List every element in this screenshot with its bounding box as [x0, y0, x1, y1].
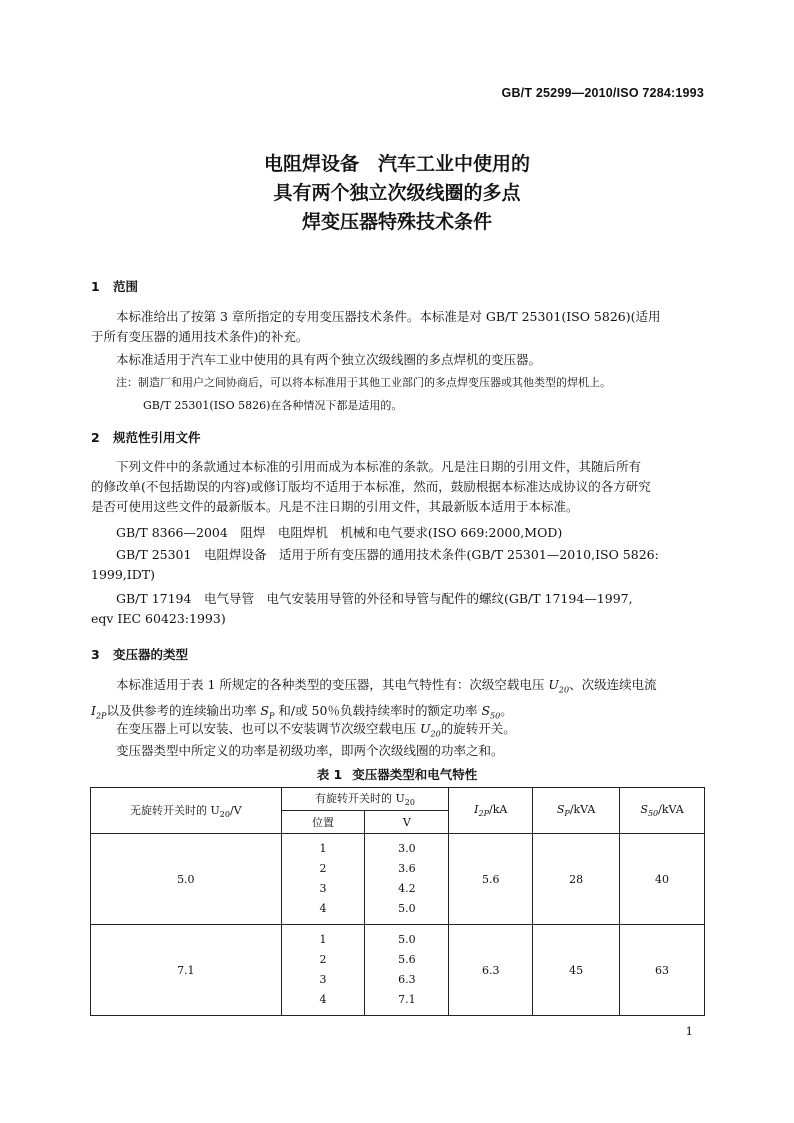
- symbol-subscript: P: [564, 809, 570, 819]
- text-line: 下列文件中的条款通过本标准的引用而成为本标准的条款。凡是注日期的引用文件，其随后所有: [116, 459, 642, 474]
- header-position: 位置: [281, 811, 365, 834]
- cell-i2p: 6.3: [449, 925, 533, 1016]
- cell-sp: 45: [533, 925, 620, 1016]
- text-line: eqv IEC 60423:1993): [91, 611, 226, 626]
- cell-s50: 40: [620, 834, 705, 925]
- position-value: 3: [319, 882, 327, 895]
- volt-value: 5.0: [398, 933, 416, 946]
- text-line: GB/T 25301 电阻焊设备 适用于所有变压器的通用技术条件(GB/T 25301—2010,ISO 5826:: [116, 547, 659, 562]
- position-value: 1: [319, 933, 327, 946]
- symbol-letter: U: [548, 677, 559, 692]
- symbol-s50: [481, 703, 500, 718]
- header-unit: /kVA: [658, 802, 684, 816]
- header-i2p: [449, 788, 533, 834]
- header-unit: /kA: [488, 802, 508, 816]
- symbol-letter: I: [91, 702, 96, 718]
- header-sp: [533, 788, 620, 834]
- header-text: 无旋转开关时的 U: [130, 803, 220, 817]
- text-line: GB/T 8366—2004 阻焊 电阻焊机 机械和电气要求(ISO 669:2000,MOD): [116, 525, 563, 540]
- symbol-i2p: [474, 802, 489, 819]
- header-no-switch-u20: [91, 788, 282, 834]
- symbol-subscript: 20: [558, 685, 570, 695]
- table-caption-title: 变压器类型和电气特性: [352, 767, 478, 782]
- symbol-subscript: P: [269, 711, 275, 720]
- symbol-sp: [260, 703, 274, 718]
- header-unit: /kVA: [569, 802, 596, 816]
- position-value: 2: [319, 862, 327, 875]
- note-line-1: 注：制造厂和用户之间协商后，可以将本标准用于其他工业部门的多点焊变压器或其他类型的焊机上。: [116, 376, 611, 389]
- document-title: [0, 150, 794, 237]
- symbol-subscript: 50: [647, 809, 659, 819]
- text-line: 于所有变压器的通用技术条件)的补充。: [91, 329, 309, 344]
- volt-value: 3.6: [398, 862, 416, 875]
- text-line: 的修改单(不包括勘误的内容)或修订版均不适用于本标准，然而，鼓励根据本标准达成协议的各方研究: [91, 479, 651, 494]
- cell-s50: 63: [620, 925, 705, 1016]
- cell-u20: 7.1: [91, 925, 282, 1016]
- symbol-u20: [419, 721, 441, 739]
- volt-value: 5.0: [398, 902, 416, 915]
- section-1-paragraph-1: [91, 307, 705, 347]
- header-unit: /V: [229, 803, 242, 817]
- position-value: 4: [319, 993, 327, 1006]
- cell-u20: 5.0: [91, 834, 282, 925]
- symbol-letter: S: [260, 702, 269, 718]
- transformer-types-table: [90, 787, 705, 1016]
- symbol-u20: [548, 677, 570, 695]
- title-line-2: 具有两个独立次级线圈的多点: [273, 182, 521, 204]
- section-number: 2: [91, 430, 100, 445]
- cell-positions: [281, 834, 365, 925]
- text-fragment: 在变压器上可以安装、也可以不安装调节次级空载电压: [116, 721, 420, 736]
- symbol-subscript: 2P: [95, 711, 107, 720]
- volt-value: 5.6: [398, 953, 416, 966]
- symbol-subscript: 20: [430, 729, 441, 739]
- position-value: 2: [319, 953, 327, 966]
- header-volt: V: [365, 811, 449, 834]
- note-line-2: GB/T 25301(ISO 5826)在各种情况下都是适用的。: [143, 399, 403, 412]
- symbol-letter: S: [556, 802, 565, 816]
- table-caption-label: 表 1: [316, 767, 343, 782]
- reference-3: [91, 589, 705, 629]
- cell-positions: [281, 925, 365, 1016]
- section-number: 1: [91, 279, 100, 294]
- section-1-heading: [91, 277, 138, 295]
- title-line-3: 焊变压器特殊技术条件: [301, 211, 492, 233]
- table-row: [91, 834, 705, 925]
- symbol-sp: [556, 802, 570, 819]
- header-with-switch-u20: [281, 788, 449, 811]
- text-line: 本标准给出了按第 3 章所指定的专用变压器技术条件。本标准是对 GB/T 25301(ISO 5826)(适用: [116, 309, 661, 324]
- volt-value: 4.2: [398, 882, 416, 895]
- cell-i2p: 5.6: [449, 834, 533, 925]
- position-value: 1: [319, 842, 327, 855]
- title-line-1: 电阻焊设备 汽车工业中使用的: [263, 153, 530, 175]
- page-number: 1: [685, 1024, 693, 1038]
- cell-sp: 28: [533, 834, 620, 925]
- standard-code: GB/T 25299—2010/ISO 7284:1993: [501, 86, 704, 100]
- section-3-heading: [91, 645, 188, 663]
- symbol-letter: I: [474, 802, 479, 816]
- section-3-paragraph-3: [91, 741, 705, 761]
- text-fragment: 和/或 50％负载持续率时的额定功率: [274, 702, 482, 718]
- header-s50: [620, 788, 705, 834]
- symbol-subscript: 20: [219, 810, 230, 820]
- table-row: [91, 925, 705, 1016]
- text-line: 本标准适用于汽车工业中使用的具有两个独立次级线圈的多点焊机的变压器。: [116, 352, 542, 367]
- text-line: GB/T 17194 电气导管 电气安装用导管的外径和导管与配件的螺纹(GB/T 17194—1997,: [116, 591, 633, 606]
- text-line: 1999,IDT): [91, 567, 155, 582]
- section-number: 3: [91, 647, 100, 662]
- text-fragment: 。: [500, 702, 513, 718]
- section-title: 规范性引用文件: [113, 430, 201, 445]
- symbol-letter: S: [640, 802, 648, 816]
- table-caption: [0, 765, 794, 783]
- cell-volts: [365, 834, 449, 925]
- volt-value: 7.1: [398, 993, 416, 1006]
- symbol-subscript: 2P: [478, 809, 489, 819]
- symbol-letter: S: [481, 702, 491, 718]
- symbol-subscript: 50: [490, 711, 501, 720]
- section-1-paragraph-2: [91, 350, 705, 370]
- reference-2: [91, 545, 705, 585]
- volt-value: 6.3: [398, 973, 416, 986]
- symbol-subscript: 20: [404, 798, 415, 808]
- text-fragment: 以及供参考的连续输出功率: [106, 702, 261, 718]
- reference-1: [91, 523, 705, 543]
- header-text: 有旋转开关时的 U: [314, 792, 405, 806]
- text-fragment: 本标准适用于表 1 所规定的各种类型的变压器，其电气特性有：次级空载电压: [116, 677, 549, 692]
- volt-value: 3.0: [398, 842, 416, 855]
- section-title: 变压器的类型: [113, 647, 189, 662]
- position-value: 4: [319, 902, 327, 915]
- section-2-paragraph-1: [91, 457, 705, 517]
- position-value: 3: [319, 973, 327, 986]
- section-title: 范围: [113, 279, 139, 294]
- text-fragment: 的旋转开关。: [440, 721, 516, 736]
- text-fragment: 、次级连续电流: [569, 677, 657, 692]
- section-2-heading: [91, 428, 201, 446]
- symbol-i2p: [91, 703, 106, 718]
- text-line: 变压器类型中所定义的功率是初级功率，即两个次级线圈的功率之和。: [116, 743, 504, 758]
- symbol-letter: U: [419, 721, 431, 736]
- text-line: 是否可使用这些文件的最新版本。凡是不注日期的引用文件，其最新版本适用于本标准。: [91, 499, 579, 514]
- cell-volts: [365, 925, 449, 1016]
- symbol-s50: [640, 802, 659, 819]
